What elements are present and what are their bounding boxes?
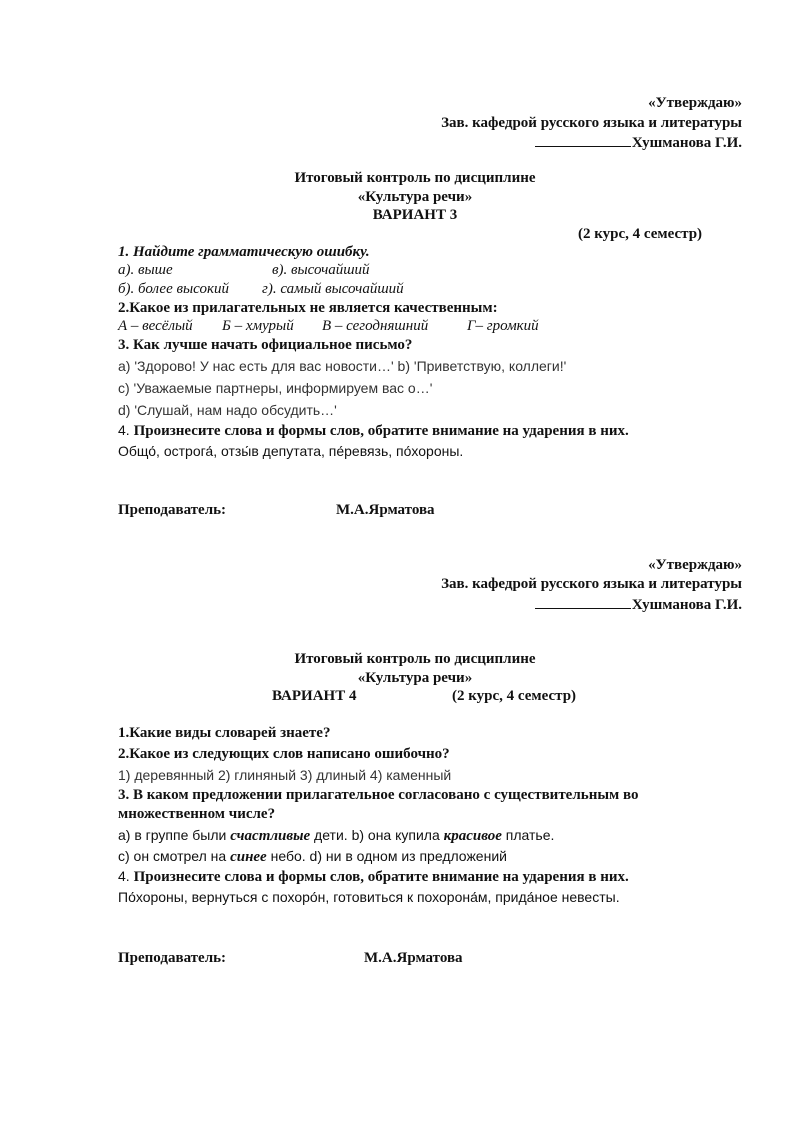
- answer-a: а). выше: [118, 262, 173, 278]
- stress-words: По́хороны, вернуться с похоро́н, готовиться к похорона́м, прида́ное невесты.: [118, 889, 620, 905]
- answer-a: А – весёлый: [118, 318, 193, 334]
- stress-words: Общо́, острога́, отзы́в депутата, пе́ревязь, по́хороны.: [118, 443, 464, 459]
- department-head-title: Зав. кафедрой русского языка и литературы: [441, 115, 742, 131]
- highlighted-word: красивое: [443, 828, 502, 844]
- answer-text: a) в группе были: [118, 827, 231, 843]
- question-2: 2.Какое из следующих слов написано ошибочно?: [118, 746, 450, 762]
- variant-label: ВАРИАНТ 3: [372, 207, 458, 223]
- approve-label: «Утверждаю»: [648, 557, 742, 573]
- department-head-title: Зав. кафедрой русского языка и литературы: [441, 576, 742, 592]
- answer-text: c) он смотрел на: [118, 848, 231, 864]
- answer-ab: [118, 827, 554, 845]
- test-title: Итоговый контроль по дисциплине: [294, 170, 536, 186]
- question-number: 4.: [118, 868, 134, 884]
- teacher-name: М.А.Ярматова: [364, 950, 463, 966]
- answer-v: В – сегодняшний: [322, 318, 429, 334]
- question-text: Произнесите слова и формы слов, обратите внимание на ударения в них.: [133, 423, 629, 439]
- discipline-name: «Культура речи»: [357, 189, 473, 205]
- answer-text: платье.: [501, 827, 555, 843]
- answer-v: в). высочайший: [272, 262, 370, 278]
- course-semester: (2 курс, 4 семестр): [452, 688, 577, 704]
- answer-text: дети. b) она купила: [310, 827, 444, 843]
- approve-label: «Утверждаю»: [648, 95, 742, 111]
- department-head-signature: [535, 595, 742, 614]
- teacher-label: Преподаватель:: [118, 502, 227, 518]
- question-1: 1. Найдите грамматическую ошибку.: [118, 244, 370, 260]
- question-4: [118, 422, 629, 440]
- department-head-name: Хушманова Г.И.: [631, 135, 742, 151]
- question-3-line-1: 3. В каком предложении прилагательное согласовано с существительным во: [118, 787, 639, 803]
- department-head-name: Хушманова Г.И.: [631, 597, 742, 613]
- answer-text: небо. d) ни в одном из предложений: [266, 848, 507, 864]
- answer-d: d) 'Слушай, нам надо обсудить…': [118, 402, 337, 418]
- question-1: 1.Какие виды словарей знаете?: [118, 725, 331, 741]
- question-3-line-2: множественном числе?: [118, 806, 276, 822]
- answer-ab: a) 'Здорово! У нас есть для вас новости…' b) 'Приветствую, коллеги!': [118, 358, 567, 374]
- question-2: 2.Какое из прилагательных не является качественным:: [118, 300, 498, 316]
- highlighted-word: синее: [230, 849, 267, 865]
- question-number: 4.: [118, 422, 134, 438]
- answer-g: г). самый высочайший: [262, 281, 404, 297]
- test-title: Итоговый контроль по дисциплине: [294, 651, 536, 667]
- question-4: [118, 868, 629, 886]
- question-3: 3. Как лучше начать официальное письмо?: [118, 337, 413, 353]
- teacher-label: Преподаватель:: [118, 950, 227, 966]
- highlighted-word: счастливые: [230, 828, 311, 844]
- answer-g: Г– громкий: [467, 318, 539, 334]
- signature-line: [535, 595, 631, 609]
- department-head-signature: [535, 133, 742, 152]
- variant-label: ВАРИАНТ 4: [272, 688, 357, 704]
- signature-line: [535, 133, 631, 147]
- discipline-name: «Культура речи»: [357, 670, 473, 686]
- answer-options: 1) деревянный 2) глиняный 3) длиный 4) каменный: [118, 767, 452, 783]
- course-semester: (2 курс, 4 семестр): [578, 226, 703, 242]
- question-text: Произнесите слова и формы слов, обратите внимание на ударения в них.: [133, 869, 629, 885]
- teacher-name: М.А.Ярматова: [336, 502, 435, 518]
- answer-c: c) 'Уважаемые партнеры, информируем вас о…': [118, 380, 433, 396]
- answer-b: Б – хмурый: [222, 318, 294, 334]
- answer-cd: [118, 848, 507, 866]
- answer-b: б). более высокий: [118, 281, 229, 297]
